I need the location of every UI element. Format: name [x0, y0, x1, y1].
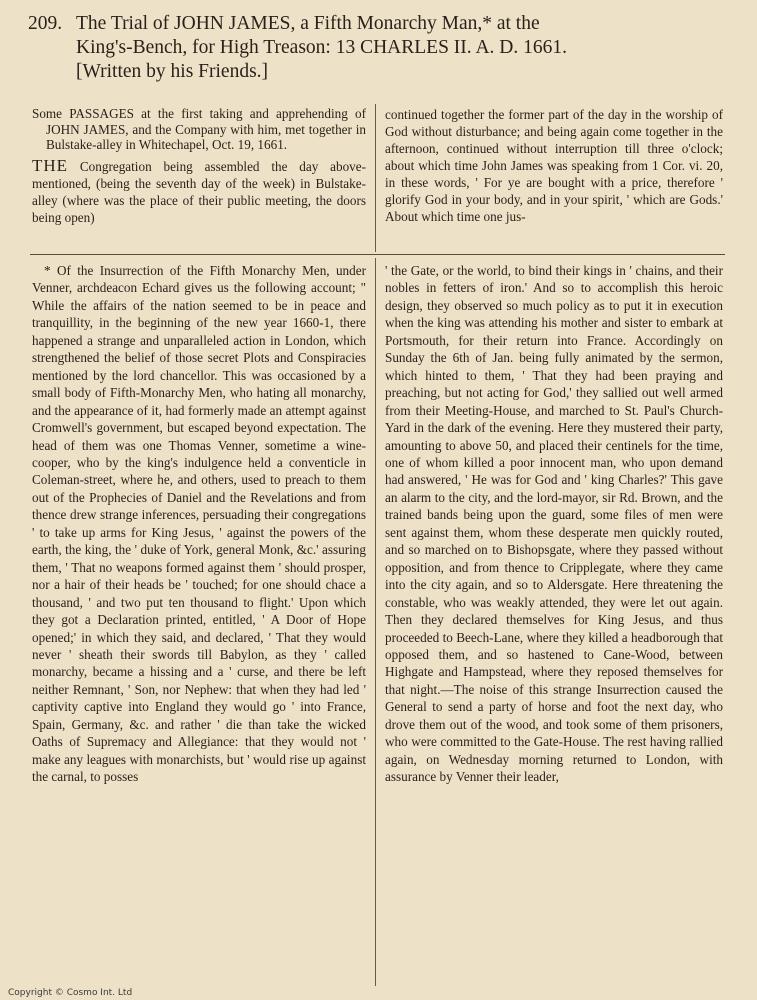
heading-line-2: King's-Bench, for High Treason: 13 CHARLES II. A. D. 1661.	[76, 37, 568, 58]
trial-heading	[28, 12, 728, 84]
heading-line-1: 209. The Trial of JOHN JAMES, a Fifth Monarchy Man,* at the	[28, 13, 540, 34]
footnote-right-column	[385, 262, 723, 984]
trial-number: 209.	[28, 13, 63, 34]
drop-cap: THE	[32, 155, 69, 175]
footnote-left-text: * Of the Insurrection of the Fifth Monarchy Men, under Venner, archdeacon Echard gives us the following account; " While the affairs of the nation seemed to be in peace and tranquillity, in the beginning of the new year 1660-1, there happened a strange and unparalleled action in London, which strengthened the belief of those secret Plots and Conspiracies mentioned by the lord chancellor. This was occasioned by a small body of Fifth-Monarchy Men, who hating all monarchy, and the appearance of it, had formerly made an attempt against Cromwell's government, but escaped beyond expectation. The head of them was one Thomas Venner, sometime a wine-cooper, who by the king's indulgence held a conventicle in Coleman-street, where he, and others, used to preach to them out of the Prophecies of Daniel and the Revelations and from thence drew strange inferences, persuading their congregations ' to take up arms for King Jesus, ' against the powers of the earth, the king, the ' duke of York, general Monk, &c.' assuring them, ' That no weapons formed against them ' should prosper, nor a hair of their heads be ' touched; for one should chace a thousand, ' and two put ten thousand to flight.' Upon which they got a Declaration printed, entitled, ' A Door of Hope opened;' in which they said, and declared, ' That they would never ' sheath their swords till Babylon, as they ' called monarchy, became a hissing and a ' curse, and there be left neither Remnant, ' Son, nor Nephew: that when they had led ' captivity captive into England they would go ' into France, Spain, Germany, &c. and rather ' die than take the wicked Oaths of Supremacy and Allegiance: that they would not ' make any leagues with monarchists, but ' would rise up against the carnal, to posses	[32, 263, 366, 785]
footnote-rule	[30, 254, 725, 255]
footnote-left-column	[32, 262, 366, 984]
footnote-right-text: ' the Gate, or the world, to bind their kings in ' chains, and their nobles in fetters of iron.' And so to accomplish this heroic design, they observed so much policy as to put it in execution when the king was attending his mother and sister to embark at Portsmouth, for their return into France. Accordingly on Sunday the 6th of Jan. being fully animated by the sermon, which hinted to them, ' That they had been praying and preaching, but not acting for God,' they sallied out well armed from their Meeting-House, and marched to St. Paul's Church-Yard in the dark of the evening. Here they mustered their party, amounting to above 50, and placed their centinels for the time, one of whom killed a poor innocent man, who upon demand had answered, ' He was for God and ' king Charles?' This gave an alarm to the city, and the lord-mayor, sir Rd. Brown, and the trained bands being upon the guard, some files of men were sent against them, whom these desperate men quickly routed, and so marched on to Bishopsgate, where they passed without opposition, and from thence to Cripplegate, where they came into the city again, and so to Aldersgate. Here threatening the constable, who was weakly attended, they were let out again. Then they declared themselves for King Jesus, and thus proceeded to Beech-Lane, where they killed a headborough that opposed them, and so hastened to Cane-Wood, between Highgate and Hampstead, where they reposed themselves for that night.—The noise of this strange Insurrection caused the General to send a party of horse and foot the next day, who drove them out of the wood, and took some of them prisoners, who were committed to the Gate-House. The rest having rallied again, on Wednesday morning returned to London, with assurance by Venner their leader,	[385, 263, 723, 785]
opening-paragraph: THE Congregation being assembled the day above-mentioned, (being the seventh day of the week) in Bulstake-alley (where was the place of their public meeting, the doors being open)	[32, 155, 366, 225]
upper-right-column	[385, 106, 723, 252]
copyright-watermark: Copyright © Cosmo Int. Ltd	[8, 988, 133, 998]
column-divider-top	[375, 104, 376, 252]
heading-line-3: [Written by his Friends.]	[76, 61, 269, 82]
column-divider-bottom	[375, 258, 376, 986]
upper-left-column	[32, 106, 366, 252]
intro-caption: Some PASSAGES at the first taking and apprehending of JOHN JAMES, and the Company with him, met together in Bulstake-alley in Whitechapel, Oct. 19, 1661.	[32, 106, 366, 152]
upper-right-text: continued together the former part of the day in the worship of God without disturbance; and being again come together in the afternoon, continued without interruption till three o'clock; about which time John James was speaking from 1 Cor. vi. 20, in these words, ' For ye are bought with a price, therefore ' glorify God in your body, and in your spirit, ' which are Gods.' About which time one jus-	[385, 107, 723, 224]
